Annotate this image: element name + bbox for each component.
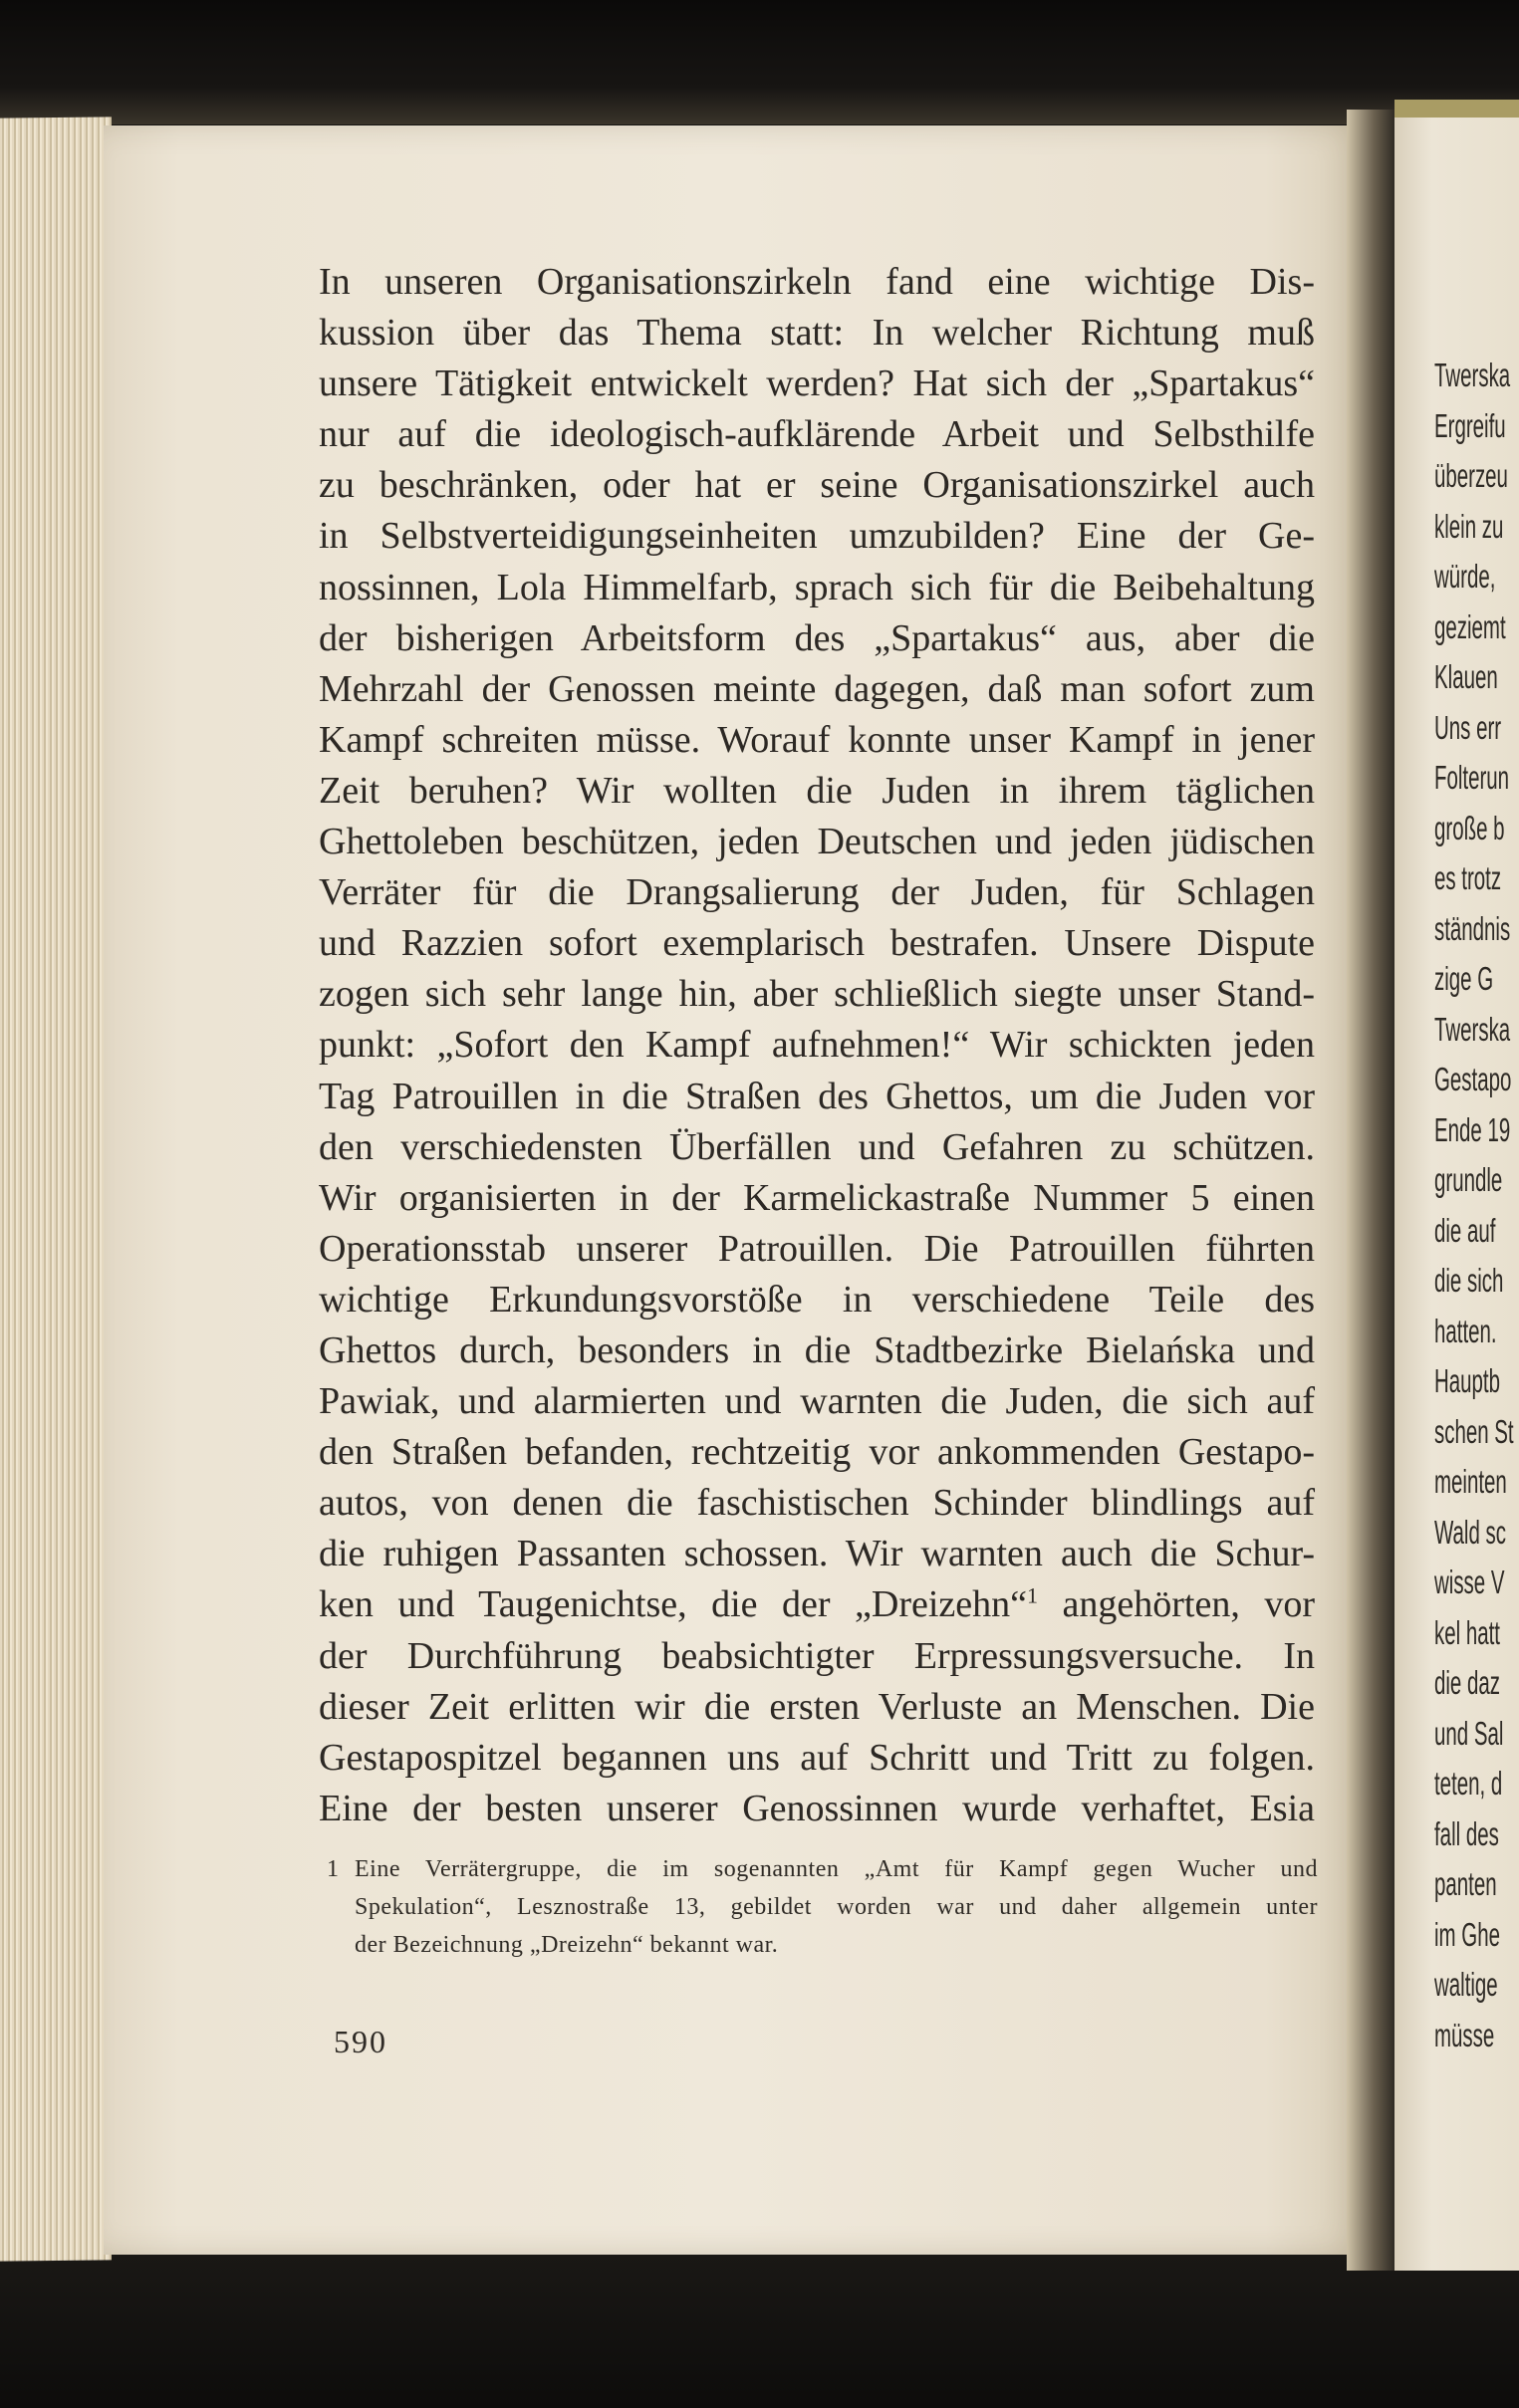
text-line: kussion über das Thema statt: In welcher Richtung muß bbox=[319, 312, 1315, 355]
text-line-with-footnote-ref bbox=[319, 1579, 1315, 1630]
text-fragment: Hauptb bbox=[1434, 1362, 1500, 1399]
text-fragment: teten, d bbox=[1434, 1765, 1503, 1802]
text-fragment: meinten bbox=[1434, 1463, 1507, 1500]
book-gutter bbox=[1347, 110, 1396, 2271]
text-fragment: Twerska bbox=[1434, 357, 1511, 393]
right-page-text bbox=[1434, 351, 1514, 2060]
text-line: Eine der besten unserer Genossinnen wurde verhaftet, Esia bbox=[319, 1787, 1315, 1829]
text-line: Wir organisierten in der Karmelickastraße Nummer 5 einen bbox=[319, 1176, 1315, 1219]
text-fragment: angehörten, vor bbox=[1038, 1583, 1315, 1626]
footnote bbox=[327, 1850, 1318, 1964]
page-stack-edge bbox=[0, 117, 112, 2261]
text-line: den Straßen befanden, rechtzeitig vor ankommenden Gestapo- bbox=[319, 1431, 1315, 1474]
text-fragment: ständnis bbox=[1434, 909, 1511, 947]
text-line: den verschiedensten Überfällen und Gefahren zu schützen. bbox=[319, 1125, 1315, 1168]
text-fragment: große b bbox=[1434, 809, 1505, 846]
text-fragment: wisse V bbox=[1434, 1564, 1505, 1600]
text-line: Zeit beruhen? Wir wollten die Juden in ihrem täglichen bbox=[319, 769, 1315, 812]
body-text bbox=[319, 257, 1315, 1834]
text-line: Operationsstab unserer Patrouillen. Die Patrouillen führten bbox=[319, 1227, 1315, 1270]
text-line: der bisherigen Arbeitsform des „Spartakus“ aus, aber die bbox=[319, 616, 1315, 659]
text-fragment: geziemt bbox=[1434, 607, 1506, 645]
text-line: der Durchführung beabsichtigter Erpressungsversuche. In bbox=[319, 1634, 1315, 1677]
text-fragment: Ende 19 bbox=[1434, 1110, 1511, 1148]
text-line: und Razzien sofort exemplarisch bestrafen. Unsere Dispute bbox=[319, 922, 1315, 965]
text-line: in Selbstverteidigungseinheiten umzubilden? Eine der Ge- bbox=[319, 515, 1315, 558]
footnote-line: der Bezeichnung „Dreizehn“ bekannt war. bbox=[355, 1932, 779, 1958]
text-fragment: fall des bbox=[1434, 1814, 1499, 1852]
text-line: In unseren Organisationszirkeln fand eine wichtige Dis- bbox=[319, 261, 1315, 303]
text-fragment: kel hatt bbox=[1434, 1613, 1500, 1651]
text-line: nossinnen, Lola Himmelfarb, sprach sich für die Beibehaltung bbox=[319, 566, 1315, 608]
page-number: 590 bbox=[334, 2024, 387, 2059]
text-fragment: die sich bbox=[1434, 1262, 1504, 1299]
text-fragment: waltige bbox=[1434, 1966, 1498, 2003]
text-fragment: ken und Taugenichtse, die der „Dreizehn“ bbox=[319, 1583, 1028, 1626]
footnote-line bbox=[327, 1850, 1318, 1888]
text-fragment: Uns err bbox=[1434, 708, 1502, 746]
text-fragment: Wald sc bbox=[1434, 1513, 1507, 1551]
text-line: nur auf die ideologisch-aufklärende Arbeit und Selbsthilfe bbox=[319, 413, 1315, 456]
text-fragment: es trotz bbox=[1434, 859, 1502, 896]
text-fragment: die daz bbox=[1434, 1664, 1500, 1701]
text-fragment: Folterun bbox=[1434, 759, 1510, 796]
right-page-partial bbox=[1394, 100, 1519, 2271]
text-fragment: grundle bbox=[1434, 1161, 1503, 1198]
text-fragment: und Sal bbox=[1434, 1714, 1504, 1752]
text-fragment: würde, bbox=[1434, 558, 1496, 595]
page-edge-strip bbox=[1394, 100, 1519, 118]
text-fragment: hatten. bbox=[1434, 1312, 1497, 1349]
footnote-reference: 1 bbox=[1027, 1582, 1039, 1608]
text-line: die ruhigen Passanten schossen. Wir warnten auch die Schur- bbox=[319, 1533, 1315, 1575]
text-line: Ghettoleben beschützen, jeden Deutschen und jeden jüdischen bbox=[319, 821, 1315, 863]
text-line: Verräter für die Drangsalierung der Juden, für Schlagen bbox=[319, 871, 1315, 914]
text-fragment: im Ghe bbox=[1434, 1915, 1500, 1953]
text-fragment: die auf bbox=[1434, 1211, 1496, 1249]
text-line: Pawiak, und alarmierten und warnten die Juden, die sich auf bbox=[319, 1380, 1315, 1423]
footnote-line: Spekulation“, Lesznostraße 13, gebildet worden war und daher allgemein unter bbox=[355, 1894, 1318, 1920]
text-fragment: Gestapo bbox=[1434, 1061, 1512, 1097]
text-fragment: Klauen bbox=[1434, 658, 1498, 695]
text-line: zogen sich sehr lange hin, aber schließlich siegte unser Stand- bbox=[319, 973, 1315, 1016]
text-fragment: panten bbox=[1434, 1865, 1497, 1902]
text-line: Ghettos durch, besonders in die Stadtbezirke Bielańska und bbox=[319, 1328, 1315, 1371]
text-line: unsere Tätigkeit entwickelt werden? Hat sich der „Spartakus“ bbox=[319, 362, 1315, 405]
dark-background-top bbox=[0, 0, 1519, 124]
text-line: Gestapospitzel begannen uns auf Schritt und Tritt zu folgen. bbox=[319, 1736, 1315, 1779]
text-fragment: schen St bbox=[1434, 1412, 1514, 1450]
text-fragment: Twerska bbox=[1434, 1010, 1511, 1048]
text-fragment: Ergreifu bbox=[1434, 406, 1506, 444]
text-line: Kampf schreiten müsse. Worauf konnte unser Kampf in jener bbox=[319, 718, 1315, 761]
text-line: dieser Zeit erlitten wir die ersten Verluste an Menschen. Die bbox=[319, 1685, 1315, 1728]
text-line: autos, von denen die faschistischen Schinder blindlings auf bbox=[319, 1482, 1315, 1525]
footnote-text: Eine Verrätergruppe, die im sogenannten „Amt für Kampf gegen Wucher und bbox=[355, 1856, 1318, 1882]
text-line: wichtige Erkundungsvorstöße in verschiedene Teile des bbox=[319, 1278, 1315, 1321]
text-line: punkt: „Sofort den Kampf aufnehmen!“ Wir schickten jeden bbox=[319, 1024, 1315, 1067]
text-line: zu beschränken, oder hat er seine Organisationszirkel auch bbox=[319, 464, 1315, 507]
text-line: Tag Patrouillen in die Straßen des Ghettos, um die Juden vor bbox=[319, 1075, 1315, 1117]
footnote-mark: 1 bbox=[327, 1856, 340, 1882]
text-fragment: überzeu bbox=[1434, 457, 1508, 494]
dark-background-bottom bbox=[0, 2241, 1519, 2408]
text-line: Mehrzahl der Genossen meinte dagegen, daß man sofort zum bbox=[319, 667, 1315, 710]
text-fragment: zige G bbox=[1434, 960, 1494, 997]
text-fragment: müsse bbox=[1434, 2016, 1495, 2053]
text-fragment: klein zu bbox=[1434, 507, 1504, 545]
